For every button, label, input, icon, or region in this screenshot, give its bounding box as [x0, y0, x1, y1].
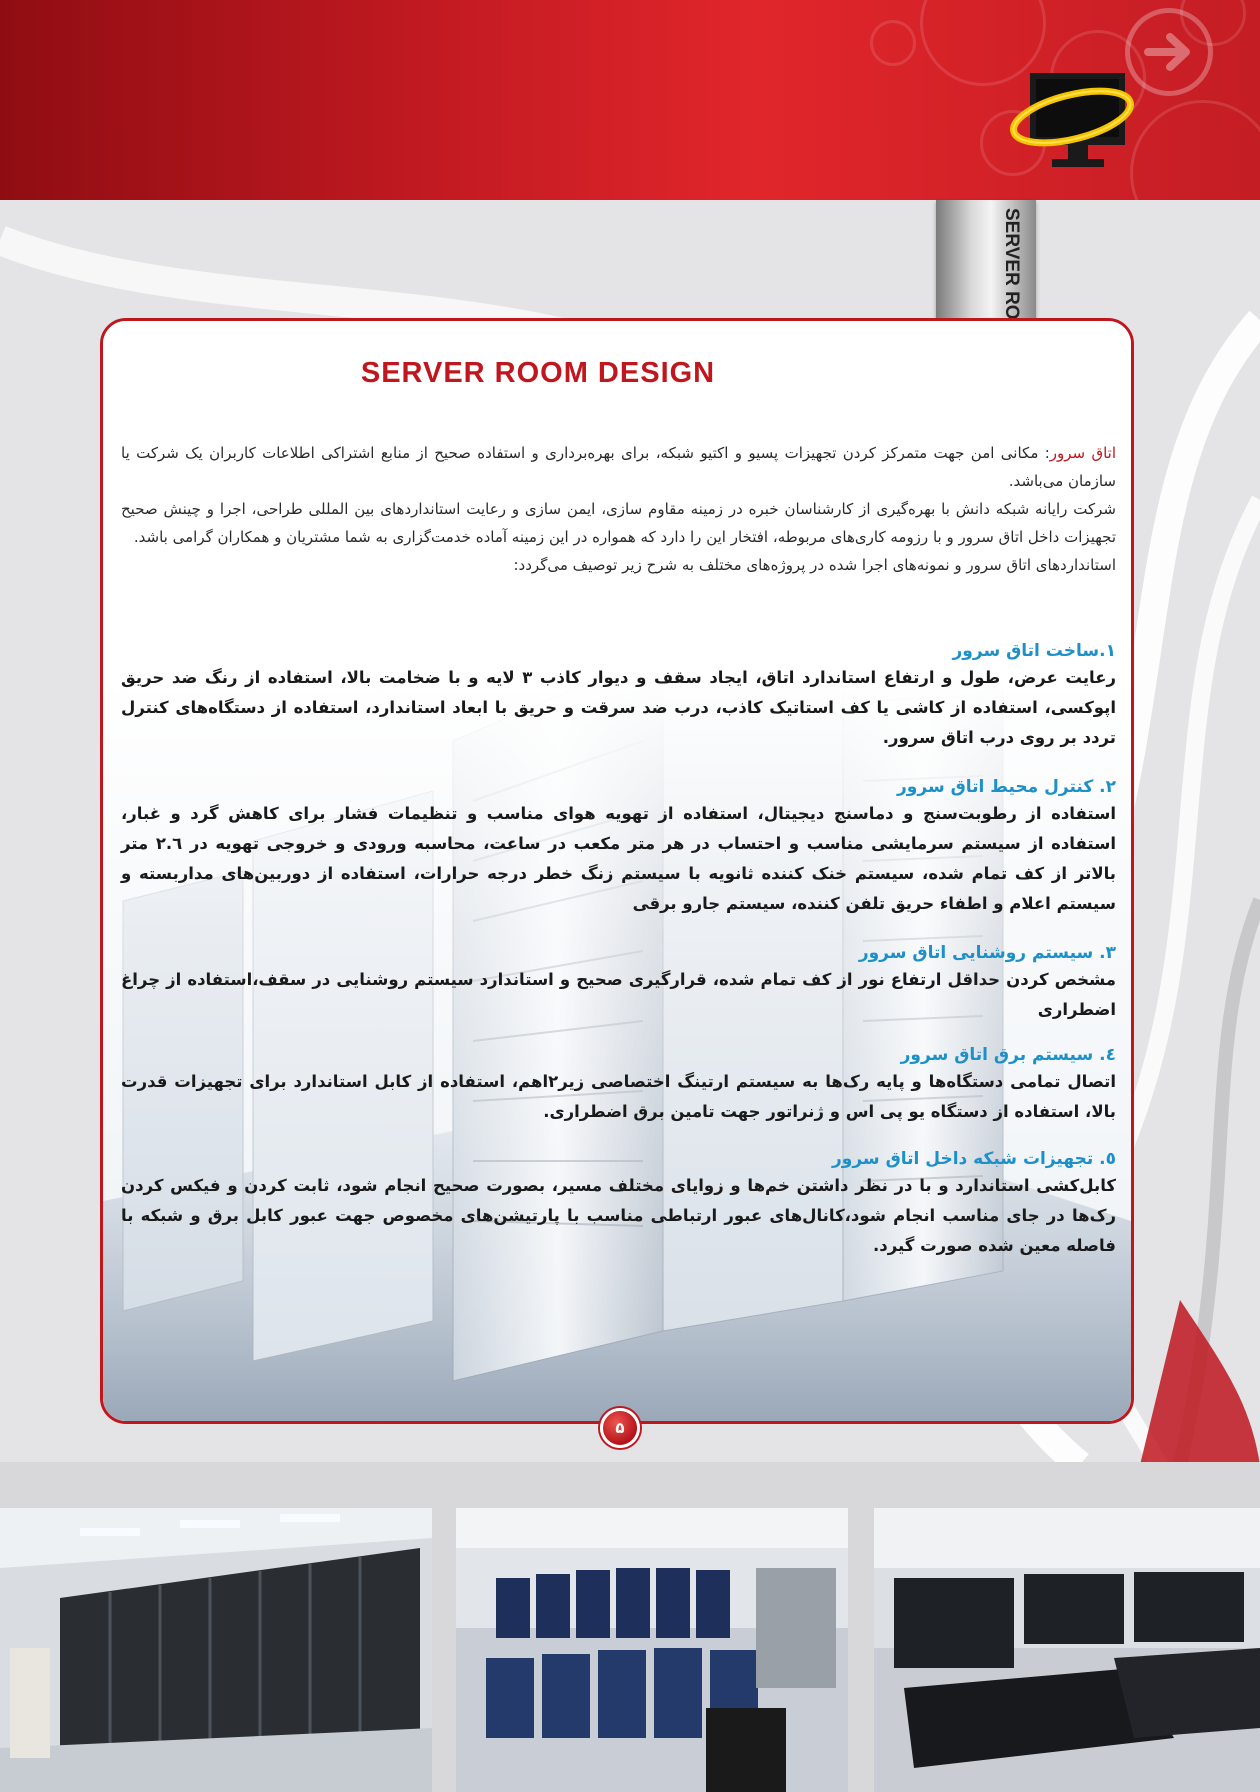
header-banner — [0, 0, 1260, 200]
section-title: ۳. سیستم روشنایی اتاق سرور — [858, 943, 1116, 963]
intro-paragraph-2: شرکت رایانه شبکه دانش با بهره‌گیری از کارشناسان خبره در زمینه مقاوم سازی، ایمن سازی و رعایت استانداردهای بین المللی طراحی، اجرا و چینش صحیح تجهیزات داخل اتاق سرور و با رزومه کاری‌های مربوطه، افتخار این را دارد که همواره در این زمینه آماده خدمت‌گزاری به شما مشتریان و همکاران گرامی باشد. — [121, 500, 1116, 546]
server-room-photo-2 — [456, 1508, 848, 1792]
section-title: ۱.ساخت اتاق سرور — [952, 641, 1116, 661]
monitor-icon — [1010, 65, 1140, 179]
intro-lead: اتاق سرور — [1049, 444, 1117, 462]
section-body: رعایت عرض، طول و ارتفاع استاندارد اتاق، ایجاد سقف و دیوار کاذب ۳ لایه و با ضخامت بالا، استفاده از رنگ ضد حریق اپوکسی، استفاده از کاشی یا کف استاتیک کاذب، درب ضد سرقت و حریق با ابعاد استاندارد، استفاده از دستگاه‌های کنترل تردد بر روی درب اتاق سرور. — [121, 668, 1117, 747]
server-room-photo-3 — [874, 1508, 1260, 1792]
section-5 — [121, 1147, 1116, 1261]
section-1 — [121, 639, 1116, 753]
section-2 — [121, 775, 1116, 919]
page-number: ۵ — [600, 1408, 640, 1448]
intro-paragraph-1: اتاق سرور: مکانی امن جهت متمرکز کردن تجهیزات پسیو و اکتیو شبکه، برای بهره‌برداری و استفاده صحیح از منابع اشتراکی اطلاعات کاربران یک شرکت یا سازمان می‌باشد. — [121, 444, 1117, 490]
section-title: ٤. سیستم برق اتاق سرور — [900, 1045, 1116, 1065]
section-body: مشخص کردن حداقل ارتفاع نور از کف تمام شده، قرارگیری صحیح و استاندارد سیستم روشنایی در سقف،استفاده از چراغ اضطراری — [121, 970, 1116, 1019]
section-body: استفاده از رطوبت‌سنج و دماسنج دیجیتال، استفاده از تهویه هوای مناسب و تنظیمات فشار برای کاهش گرد و غبار، استفاده از سیستم سرمایشی مناسب و احتساب در هر متر مکعب در ساعت، محاسبه ورودی و خروجی تهویه در ۲.٦ متر بالاتر از کف تمام شده، سیستم خنک کننده ثانویه با سیستم زنگ خطر درجه حرارات، استفاده از دوربین‌های مداربسته و سیستم اعلام و اطفاء حریق تلفن کننده، سیستم جارو برقی — [121, 804, 1116, 913]
content-panel — [100, 318, 1134, 1424]
intro-text — [121, 439, 1116, 579]
section-3 — [121, 941, 1116, 1025]
intro-paragraph-3: استانداردهای اتاق سرور و نمونه‌های اجرا شده در پروژه‌های مختلف به شرح زیر توصیف می‌گردد: — [513, 556, 1116, 574]
section-body: کابل‌کشی استاندارد و با در نظر داشتن خم‌ها و زوایای مختلف مسیر، بصورت صحیح انجام شود، ثابت کردن و فیکس کردن رک‌ها در جای مناسب انجام شود،کانال‌های عبور ارتباطی مناسب با پارتیشن‌های مخصوص جهت عبور کابل برق و شبکه با فاصله معین شده صورت گیرد. — [121, 1176, 1116, 1255]
section-body: اتصال تمامی دستگاه‌ها و پایه رک‌ها به سیستم ارتینگ اختصاصی زیر۲اهم، استفاده از کابل استاندارد برای تجهیزات قدرت بالا، استفاده از دستگاه یو پی اس و ژنراتور جهت تامین برق اضطراری. — [121, 1072, 1116, 1121]
section-title: ٥. تجهیزات شبکه داخل اتاق سرور — [832, 1149, 1116, 1169]
page-title: SERVER ROOM DESIGN — [360, 357, 716, 389]
section-title: ۲. کنترل محیط اتاق سرور — [897, 777, 1116, 797]
server-room-photo-1 — [0, 1508, 432, 1792]
section-4 — [121, 1043, 1116, 1127]
